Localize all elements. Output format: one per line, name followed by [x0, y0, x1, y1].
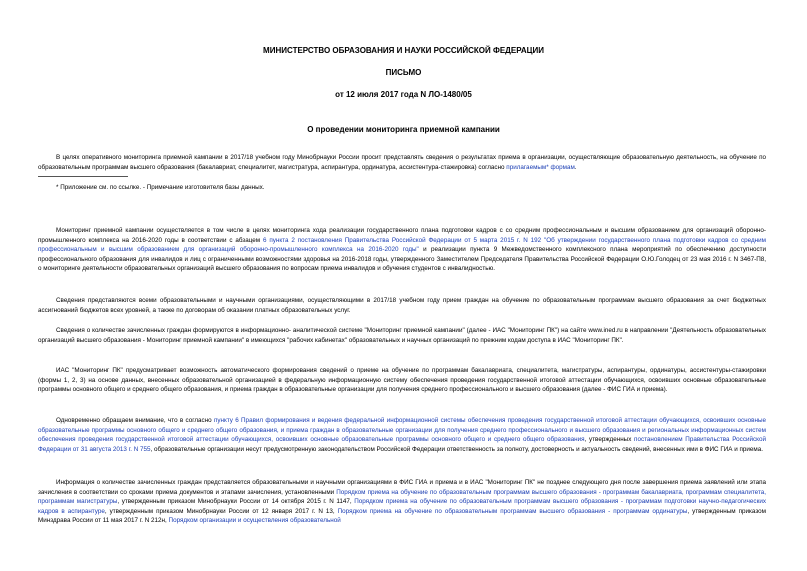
paragraph-submission-text: Сведения представляются всеми образовательными и научными организациями, осуществляющими в 2017/18 учебном году прием граждан на обучение по образовательным программам высшего образования за счет бюджетных ассигнований бюджетов всех уровней, а также по договорам об оказании платных образовательных услуг.	[38, 297, 766, 314]
paragraph-ias	[38, 326, 766, 345]
admission-procedure-residency-link[interactable]: Порядком приема на обучение по образовательным программам высшего образования - программам ординатуры	[337, 507, 688, 515]
paragraph-submission	[38, 296, 766, 315]
document-type: ПИСЬМО	[385, 68, 422, 77]
resolution-755-link[interactable]: постановлением Правительства Российской Федерации от 31 августа 2013 г. N 755	[38, 436, 766, 453]
ministry-title: МИНИСТЕРСТВО ОБРАЗОВАНИЯ И НАУКИ РОССИЙСКОЙ ФЕДЕРАЦИИ	[263, 46, 544, 55]
footnote: * Приложение см. по ссылке. - Примечание изготовителя базы данных.	[56, 184, 265, 191]
paragraph-monitoring-text-a: Мониторинг приемной кампании осуществляется в том числе в целях мониторинга хода реализации государственного плана подготовки кадров с со средним профессиональным и высшим образованием для организаций оборонно-промышленного комплекса на 2016-2020 годы в соответствии с абзацем	[38, 227, 766, 244]
educational-activity-procedure-link[interactable]: Порядком организации и осуществления образовательной	[168, 517, 341, 524]
paragraph-ias-text: Сведения о количестве зачисленных граждан формируются в информационно- аналитической системе "Мониторинг приемной кампании" (далее - ИАС "Мониторинг ПК") на сайте www.ined.ru в направлении "Деятельность образовательных организаций высшего образования - Мониторинг приемной кампании" в имеющихся "рабочих кабинетах" образовательных и научных организаций по прежним кодам доступа в ИАС "Мониторинг ПК".	[38, 327, 766, 344]
paragraph-deadlines-text-a: Информация о количестве зачисленных граждан представляется образовательными и научными организациями в ФИС ГИА и приема и в ИАС "Мониторинг ПК" не позднее следующего дня после завершения приема заявлений или этапа зачисления в соответствии со сроками приема документов и этапами зачисления, установленными	[38, 479, 766, 496]
paragraph-intro-end: .	[574, 163, 577, 171]
forms-link[interactable]: прилагаемым* формам	[506, 163, 575, 171]
admission-procedure-postgraduate-link[interactable]: Порядком приема на обучение по образовательным программам высшего образования - программам подготовки научно-педагогических кадров в аспирантуре	[38, 498, 766, 515]
admission-procedure-bachelor-link[interactable]: Порядком приема на обучение по образовательным программам высшего образования - программам бакалавриата, программам специалитета, программам магистратуры	[38, 488, 767, 505]
paragraph-intro	[38, 153, 766, 172]
paragraph-responsibility-text-a: Одновременно обращаем внимание, что в согласно	[56, 417, 212, 424]
resolution-192-link[interactable]: 6 пункта 2 постановления Правительства Российской Федерации от 5 марта 2015 г. N 192 "Об утверждении государственного плана подготовки кадров со средним профессиональным и высшим образованием для организаций оборонно-промышленного комплекса на 2016-2020 годы"	[38, 236, 766, 253]
paragraph-monitoring	[38, 226, 766, 274]
paragraph-ias-capabilities	[38, 366, 766, 395]
footnote-divider	[38, 176, 128, 177]
document-date-number: от 12 июля 2017 года N ЛО-1480/05	[335, 90, 472, 99]
paragraph-responsibility-text-b: , утвержденных	[584, 436, 632, 443]
paragraph-deadlines-text-d: , утвержденным приказом Минздрава России от 11 мая 2017 г. N 212н,	[38, 507, 767, 524]
document-subject: О проведении мониторинга приемной кампании	[307, 125, 500, 134]
paragraph-monitoring-text-b: и реализации пункта 9 Межведомственного комплексного плана мероприятий по обеспечению доступности профессионального образования для инвалидов и лиц с ограниченными возможностями здоровья на 2016-2018 годы, утвержденного Заместителем Председателя Правительства Российской Федерации О.Ю.Голодец от 23 мая 2016 г. N 3467-П8, о мониторинге деятельности образовательных организаций высшего образования по вопросам приема инвалидов и обучения студентов с инвалидностью.	[38, 246, 766, 272]
paragraph-responsibility	[38, 416, 766, 454]
paragraph-deadlines-text-c: , утвержденным приказом Минобрнауки России от 12 января 2017 г. N 13,	[104, 507, 335, 515]
rules-point-6-link[interactable]: пункту 6 Правил формирования и ведения федеральной информационной системы обеспечения проведения государственной итоговой аттестации обучающихся, освоивших основные образовательные программы основного общего и среднего общего образования, и приема граждан в образовательные организации для получения среднего профессионального и высшего образования и региональных информационных систем обеспечения проведения государственной итоговой аттестации обучающихся, освоивших основные образовательные программы основного общего и среднего общего образования	[38, 417, 766, 443]
paragraph-deadlines	[38, 478, 766, 526]
paragraph-deadlines-text-b: , утвержденным приказом Минобрнауки России от 14 октября 2015 г. N 1147,	[117, 498, 352, 505]
paragraph-intro-text: В целях оперативного мониторинга приемной кампании в 2017/18 учебном году Минобрнауки России просит представлять сведения о результатах приема в организации, осуществляющие образовательную деятельность, на обучение по образовательным программам высшего образования (бакалавриат, специалитет, магистратура, аспирантура, ординатура, ассистентура-стажировка) согласно	[38, 154, 766, 171]
paragraph-ias-capabilities-text: ИАС "Мониторинг ПК" предусматривает возможность автоматического формирования сведений о приеме на обучение по программам бакалавриата, специалитета, магистратуры, аспирантуры, ординатуры, ассистентуры-стажировки (формы 1, 2, 3) на основе данных, внесенных образовательной организацией в федеральную информационную систему обеспечения проведения государственной итоговой аттестации обучающихся, освоивших основные образовательные программы основного общего и среднего общего образования, и приема граждан в образовательные организации для получения среднего профессионального и высшего образования (далее - ФИС ГИА и приема).	[38, 367, 766, 393]
paragraph-responsibility-text-c: , образовательные организации несут предусмотренную законодательством Российской Федерации ответственность за полноту, достоверность и актуальность сведений, внесенных ими в ФИС ГИА и приема.	[150, 445, 764, 453]
